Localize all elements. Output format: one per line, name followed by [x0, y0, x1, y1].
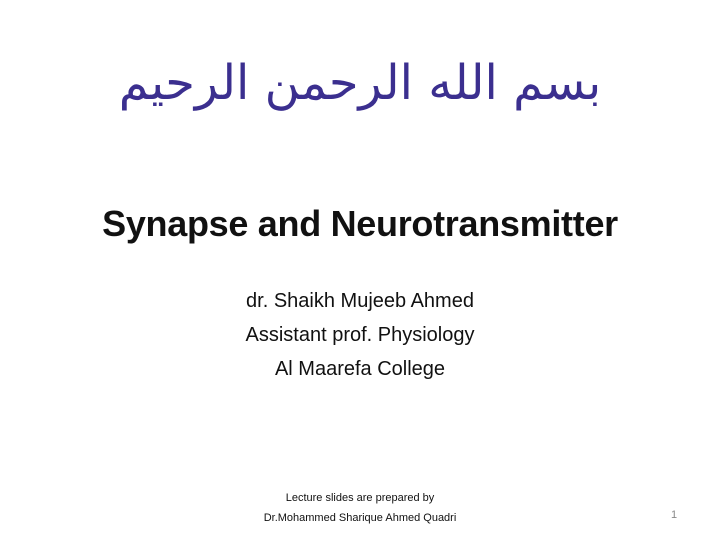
author-name: dr. Shaikh Mujeeb Ahmed: [246, 290, 474, 312]
arabic-basmala-heading: بسم الله الرحمن الرحيم: [118, 55, 602, 111]
author-position: Assistant prof. Physiology: [245, 324, 475, 346]
credits-author: Dr.Mohammed Sharique Ahmed Quadri: [263, 512, 457, 524]
page-number: 1: [670, 509, 678, 521]
credits-footer: [0, 488, 720, 528]
author-block: [0, 284, 720, 386]
slide-title: Synapse and Neurotransmitter: [102, 203, 618, 244]
author-institution: Al Maarefa College: [274, 358, 446, 380]
credits-line: Lecture slides are prepared by: [285, 492, 435, 504]
